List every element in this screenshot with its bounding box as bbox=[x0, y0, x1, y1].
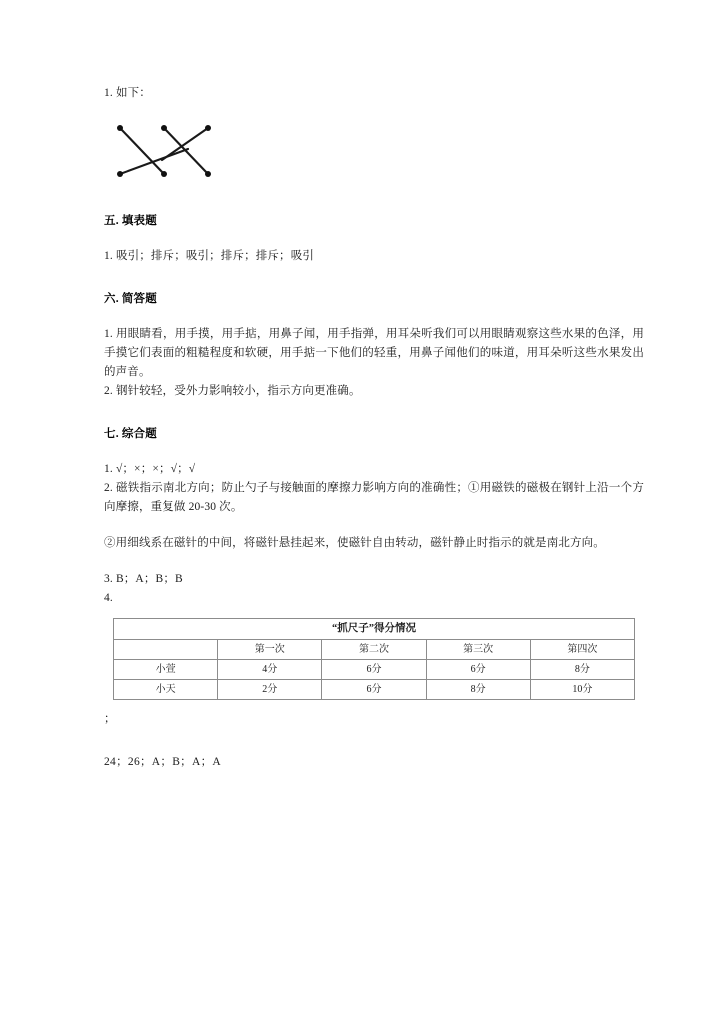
table-row-0-value-1: 6分 bbox=[322, 660, 426, 680]
table-row-1-value-1: 6分 bbox=[322, 680, 426, 700]
spacer bbox=[104, 103, 644, 120]
section7-item-2b: ②用细线系在磁针的中间，将磁针悬挂起来，使磁针自由转动，磁针静止时指示的就是南北方向。 bbox=[104, 537, 605, 549]
table-header-cell-3: 第三次 bbox=[426, 640, 530, 660]
table-row-1-name: 小天 bbox=[114, 680, 218, 700]
after-table-semicolon: ； bbox=[104, 713, 116, 725]
document-content bbox=[104, 84, 644, 772]
table-row-1-value-2: 8分 bbox=[426, 680, 530, 700]
table-header-cell-4: 第四次 bbox=[530, 640, 634, 660]
table-row-1-value-3: 10分 bbox=[530, 680, 634, 700]
crossing-lines-diagram bbox=[112, 120, 222, 182]
crossing-lines-svg bbox=[112, 120, 222, 182]
section7-item-2: 2. 磁铁指示南北方向；防止勺子与接触面的摩擦力影响方向的准确性；①用磁铁的磁极在钢针上沿一个方向摩擦，重复做 20-30 次。 bbox=[104, 482, 644, 513]
spacer bbox=[104, 230, 644, 247]
section7-item-1: 1. √；×；×；√；√ bbox=[104, 463, 196, 475]
spacer bbox=[104, 443, 644, 460]
spacer bbox=[104, 308, 644, 325]
section6-item-2: 2. 钢针较轻，受外力影响较小，指示方向更准确。 bbox=[104, 385, 361, 397]
section-heading-5: 五. 填表题 bbox=[104, 215, 157, 227]
table-row-0-value-2: 6分 bbox=[426, 660, 530, 680]
section-heading-6: 六. 简答题 bbox=[104, 293, 157, 305]
spacer bbox=[104, 401, 644, 425]
score-table bbox=[113, 618, 635, 700]
table-row-0-value-3: 8分 bbox=[530, 660, 634, 680]
table-row-0-name: 小萱 bbox=[114, 660, 218, 680]
table-header-row bbox=[114, 640, 635, 660]
section7-item-4: 4. bbox=[104, 592, 113, 604]
table-title-row bbox=[114, 619, 635, 640]
table-row-0-value-0: 4分 bbox=[218, 660, 322, 680]
table-title: “抓尺子”得分情况 bbox=[114, 619, 635, 640]
spacer bbox=[104, 729, 644, 753]
section6-item-1: 1. 用眼睛看，用手摸，用手掂，用鼻子闻，用手指弹，用耳朵听我们可以用眼睛观察这些水果的色泽，用手摸它们表面的粗糙程度和软硬，用手掂一下他们的轻重，用鼻子闻他们的味道，用耳朵听这些水果发出的声音。 bbox=[104, 328, 644, 378]
tail-answers: 24；26；A；B；A；A bbox=[104, 756, 221, 768]
spacer bbox=[104, 266, 644, 290]
table-header-cell-0 bbox=[114, 640, 218, 660]
table-header-cell-2: 第二次 bbox=[322, 640, 426, 660]
section5-item-1: 1. 吸引；排斥；吸引；排斥；排斥；吸引 bbox=[104, 250, 314, 262]
spacer bbox=[104, 553, 644, 570]
spacer bbox=[104, 700, 644, 710]
spacer bbox=[104, 608, 644, 618]
answer-1-label: 1. 如下： bbox=[104, 87, 151, 99]
table-row-1-value-0: 2分 bbox=[218, 680, 322, 700]
table-row bbox=[114, 680, 635, 700]
diagram-segments bbox=[120, 128, 208, 174]
section-heading-7: 七. 综合题 bbox=[104, 428, 157, 440]
section7-item-3: 3. B；A；B；B bbox=[104, 573, 183, 585]
table-row bbox=[114, 660, 635, 680]
table-header-cell-1: 第一次 bbox=[218, 640, 322, 660]
spacer bbox=[104, 182, 644, 212]
spacer bbox=[104, 517, 644, 534]
